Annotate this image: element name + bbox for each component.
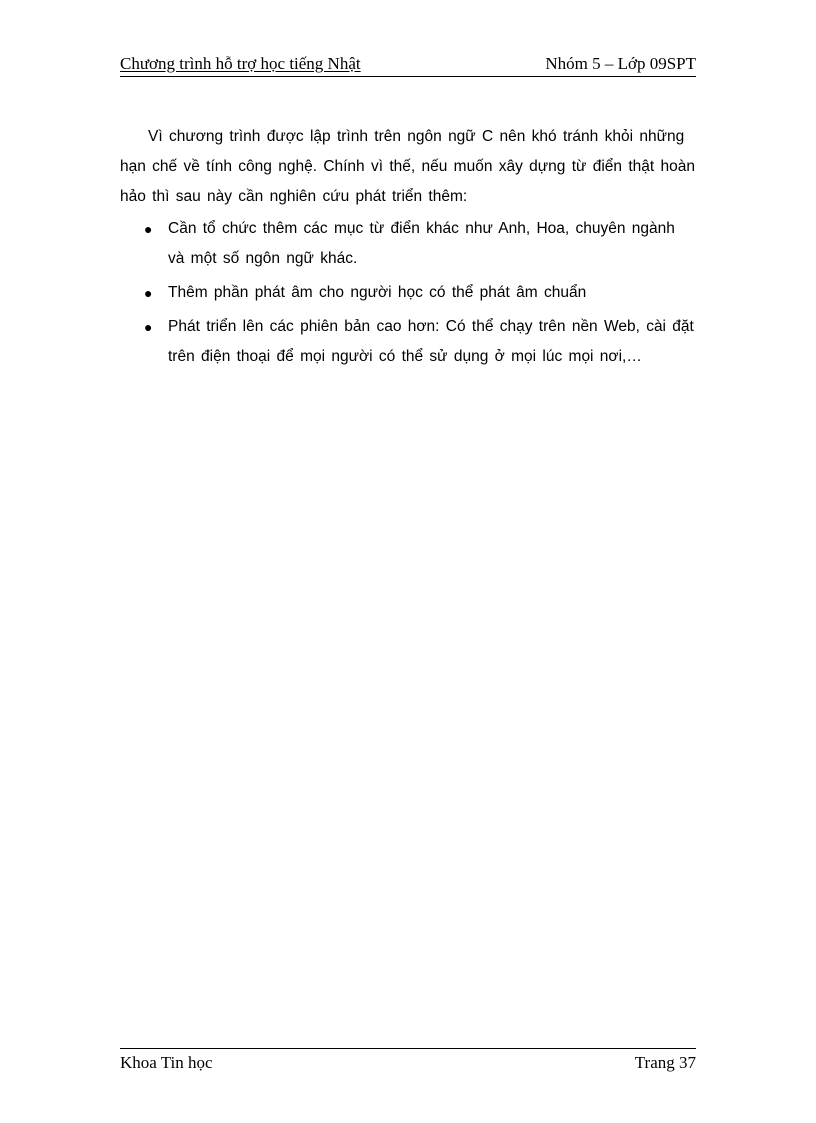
list-item	[120, 214, 696, 274]
intro-paragraph: Vì chương trình được lập trình trên ngôn ngữ C nên khó tránh khỏi những hạn chế về tính công nghệ. Chính vì thế, nếu muốn xây dựng từ điển thật hoàn hảo thì sau này cần nghiên cứu phát triển thêm:	[120, 128, 695, 205]
header-title: Chương trình hỗ trợ học tiếng Nhật	[120, 54, 361, 73]
list-item	[120, 312, 696, 372]
bullet-icon: ●	[144, 319, 153, 335]
header-group-class: Nhóm 5 – Lớp 09SPT	[545, 54, 696, 73]
bullet-icon: ●	[144, 221, 153, 237]
page-header	[120, 54, 696, 77]
bullet-list	[120, 214, 696, 372]
list-item-text: Phát triển lên các phiên bản cao hơn: Có thể chạy trên nền Web, cài đặt trên điện thoại để mọi người có thể sử dụng ở mọi lúc mọi nơi,…	[168, 318, 694, 365]
page-number: Trang 37	[634, 1053, 696, 1072]
bullet-icon: ●	[144, 285, 153, 301]
list-item	[120, 278, 696, 308]
body-content	[120, 122, 696, 376]
footer-department: Khoa Tin học	[120, 1053, 213, 1072]
page-footer	[120, 1048, 696, 1075]
list-item-text: Thêm phần phát âm cho người học có thể phát âm chuẩn	[168, 284, 587, 301]
list-item-text: Cần tổ chức thêm các mục từ điển khác như Anh, Hoa, chuyên ngành và một số ngôn ngữ khác.	[168, 220, 675, 267]
